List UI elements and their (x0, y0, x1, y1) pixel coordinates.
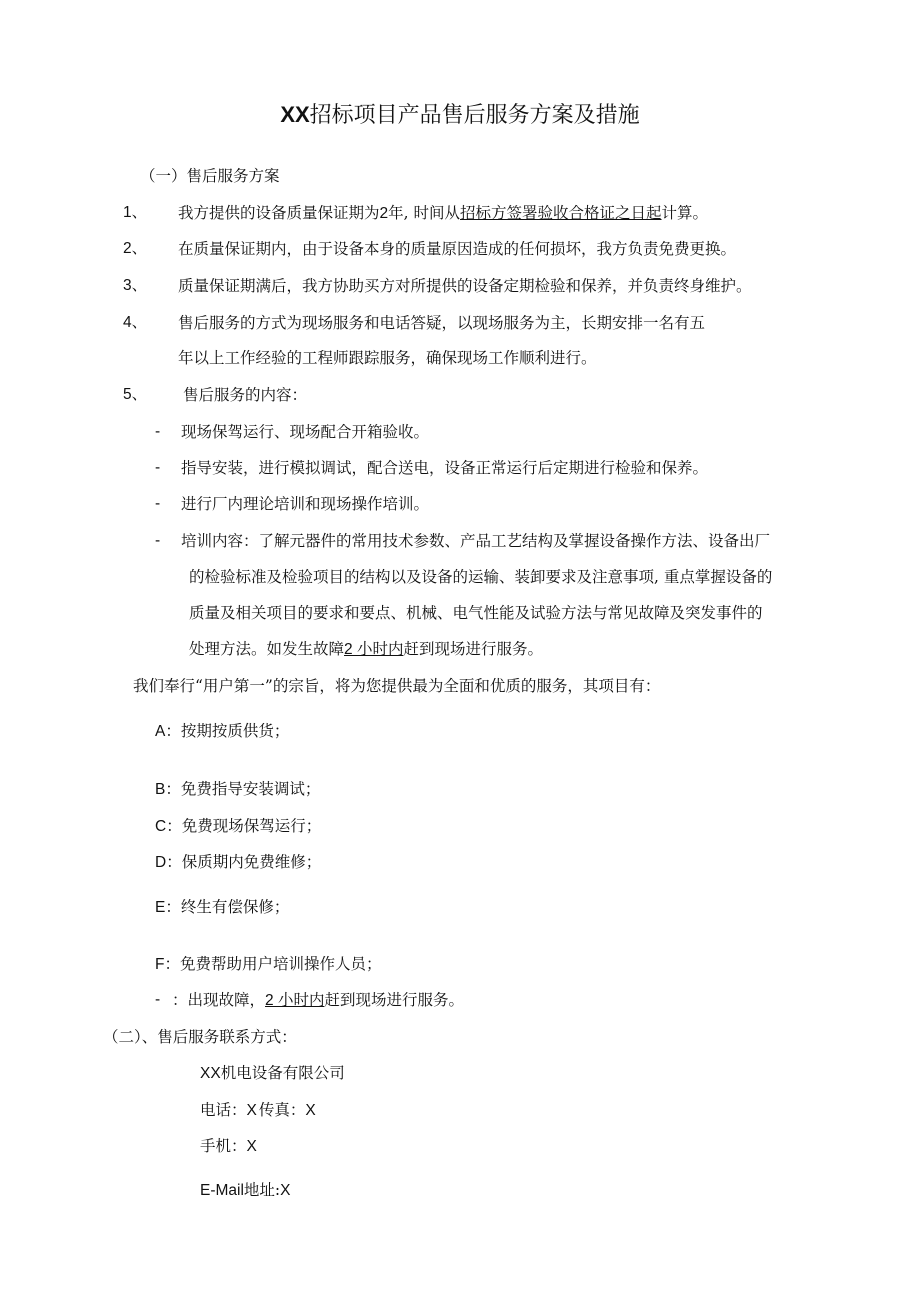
bullet-4-line-4-pre: 处理方法。如发生故障 (189, 640, 345, 658)
contact-company-prefix: XX (200, 1065, 221, 1082)
bullet-4-line-1: 培训内容：了解元器件的常用技术参数、产品工艺结构及掌握设备操作方法、设备出厂 (181, 532, 771, 550)
bullet-1-dash: - (155, 423, 161, 440)
bullet-4-dash: - (155, 532, 161, 549)
item-5-number: 5、 (123, 386, 148, 403)
contact-fax-value: X (305, 1102, 316, 1119)
extra-underlined: 2 小时内 (265, 992, 325, 1009)
service-a-text: 按期按质供货； (180, 722, 290, 740)
extra-pre: 出现故障， (187, 991, 266, 1009)
service-d-sep: ： (166, 853, 182, 871)
service-b-key: B (155, 781, 166, 798)
extra-dash: - (155, 991, 161, 1008)
bullet-4-line-4-post: 赶到现场进行服务。 (403, 640, 543, 658)
service-c-sep: ： (166, 817, 182, 835)
bullet-2-dash: - (155, 459, 161, 476)
service-b (155, 779, 320, 800)
item-1-years: 2 (379, 205, 389, 222)
service-d-key: D (155, 854, 167, 871)
service-f (155, 954, 382, 975)
service-d (155, 852, 321, 873)
item-2-text: 在质量保证期内，由于设备本身的质量原因造成的任何损坏，我方负责免费更换。 (178, 240, 737, 258)
title-text: 招标项目产品售后服务方案及措施 (309, 103, 640, 128)
motto: 我们奉行“用户第一”的宗旨，将为您提供最为全面和优质的服务，其项目有： (133, 677, 661, 695)
bullet-2-text: 指导安装，进行模拟调试，配合送电，设备正常运行后定期进行检验和保养。 (181, 459, 709, 477)
contact-email-value: X (280, 1182, 291, 1199)
item-1-mid: 年, 时间从 (388, 204, 460, 222)
item-2-number: 2、 (123, 240, 148, 257)
item-5-text: 售后服务的内容： (183, 386, 308, 404)
title-prefix: XX (280, 102, 310, 127)
service-a (155, 721, 289, 742)
section-2-heading: （二）、售后服务联系方式： (103, 1028, 297, 1046)
contact-phone-label: 电话： (200, 1101, 247, 1119)
extra-sep: ： (172, 991, 188, 1009)
contact-email-label-zh: 地址: (243, 1181, 281, 1199)
item-1-underlined: 招标方签署验收合格证之日起 (460, 204, 662, 222)
bullet-3-text: 进行厂内理论培训和现场操作培训。 (181, 495, 430, 513)
item-4-line-1: 售后服务的方式为现场服务和电话答疑，以现场服务为主，长期安排一名有五 (178, 314, 706, 332)
service-c-text: 免费现场保驾运行； (181, 817, 322, 835)
item-4-line-2: 年以上工作经验的工程师跟踪服务，确保现场工作顺利进行。 (178, 349, 597, 367)
service-f-key: F (155, 956, 165, 973)
service-e (155, 897, 289, 918)
bullet-4-line-4 (189, 639, 543, 660)
service-c (155, 816, 321, 837)
service-a-sep: ： (165, 722, 181, 740)
service-b-sep: ： (165, 780, 181, 798)
contact-fax-label: 传真： (258, 1101, 306, 1119)
contact-mobile-label: 手机： (200, 1137, 247, 1155)
service-b-text: 免费指导安装调试； (180, 780, 321, 798)
section-1-heading: （一）售后服务方案 (140, 167, 280, 185)
contact-email (200, 1180, 291, 1201)
item-3-number: 3、 (123, 277, 148, 294)
item-1-pre: 我方提供的设备质量保证期为 (178, 204, 380, 222)
bullet-1-text: 现场保驾运行、现场配合开箱验收。 (181, 423, 430, 441)
bullet-3-dash: - (155, 495, 161, 512)
service-c-key: C (155, 818, 167, 835)
service-a-key: A (155, 723, 166, 740)
bullet-4-line-4-underlined: 2 小时内 (344, 641, 404, 658)
document-title (0, 101, 920, 130)
item-1-post: 计算。 (661, 204, 709, 222)
service-f-text: 免费帮助用户培训操作人员； (179, 955, 382, 973)
item-4-number: 4、 (123, 314, 148, 331)
item-1-number: 1、 (123, 204, 148, 221)
contact-mobile-value: X (246, 1138, 257, 1155)
item-3-text: 质量保证期满后，我方协助买方对所提供的设备定期检验和保养，并负责终身维护。 (178, 277, 752, 295)
contact-phone-fax (200, 1100, 316, 1121)
service-f-sep: ： (164, 955, 180, 973)
item-1-text (178, 203, 708, 224)
bullet-4-line-2: 的检验标准及检验项目的结构以及设备的运输、装卸要求及注意事项, 重点掌握设备的 (189, 568, 773, 586)
contact-email-label-en: E-Mail (200, 1182, 244, 1199)
extra-line (172, 990, 464, 1011)
contact-company (200, 1063, 345, 1084)
service-e-key: E (155, 899, 166, 916)
service-e-sep: ： (165, 898, 181, 916)
contact-mobile (200, 1136, 257, 1157)
service-e-text: 终生有偿保修； (180, 898, 290, 916)
contact-company-name: 机电设备有限公司 (220, 1064, 345, 1082)
bullet-4-line-3: 质量及相关项目的要求和要点、机械、电气性能及试验方法与常见故障及突发事件的 (189, 604, 763, 622)
extra-post: 赶到现场进行服务。 (324, 991, 464, 1009)
contact-phone-value: X (246, 1102, 257, 1119)
service-d-text: 保质期内免费维修； (181, 853, 322, 871)
